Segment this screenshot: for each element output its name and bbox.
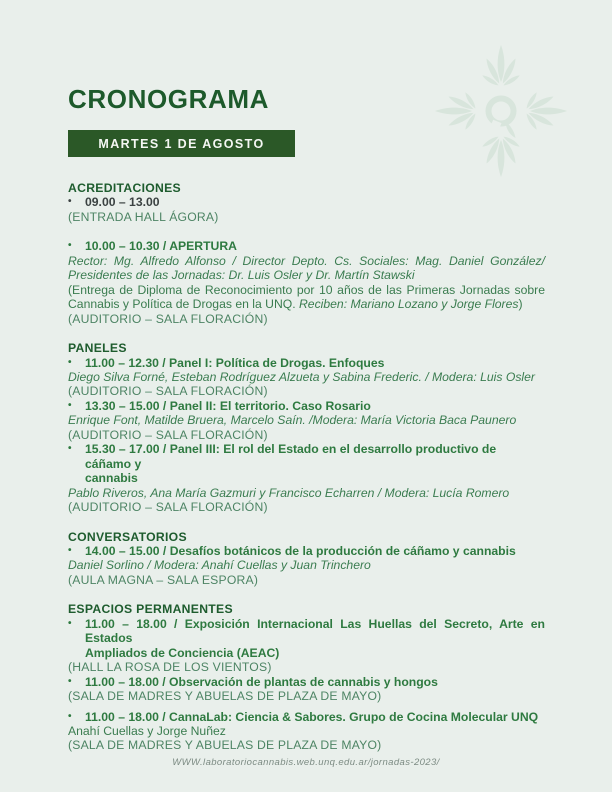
cannabis-leaf-emblem-icon — [434, 44, 568, 178]
bullet-icon: • — [68, 356, 72, 368]
note-line: (Entrega de Diploma de Reconocimiento por 10 años de las Primeras Jornadas sobre — [68, 282, 545, 297]
speakers-line: Enrique Font, Matilde Bruera, Marcelo Saín. /Modera: María Victoria Baca Paunero — [68, 413, 517, 428]
event-time-title: 11.00 – 18.00 / Observación de plantas de cannabis y hongos — [85, 674, 438, 689]
event-time-title: 14.00 – 15.00 / Desafíos botánicos de la producción de cáñamo y cannabis — [85, 543, 516, 558]
venue: (HALL LA ROSA DE LOS VIENTOS) — [68, 660, 272, 675]
event-time-title: 11.00 – 18.00 / Exposición Internacional Las Huellas del Secreto, Arte en Estados Ampliados de Conciencia (AEAC) — [85, 616, 545, 660]
speakers-line: Anahí Cuellas y Jorge Nuñez — [68, 723, 226, 738]
event-time-title: 13.30 – 15.00 / Panel II: El territorio. Caso Rosario — [85, 398, 371, 413]
event-time-line — [68, 675, 545, 689]
event-time-line — [68, 195, 545, 209]
event-time-line — [68, 399, 545, 413]
footer-url[interactable]: WWW.laboratoriocannabis.web.unq.edu.ar/jornadas-2023/ — [172, 757, 440, 768]
date-banner — [68, 130, 295, 157]
event-time: 09.00 – 13.00 — [85, 195, 160, 210]
venue: (AUDITORIO – SALA FLORACIÓN) — [68, 311, 268, 326]
note-line: Cannabis y Política de Drogas en la UNQ. Reciben: Mariano Lozano y Jorge Flores) — [68, 297, 523, 312]
bullet-icon: • — [68, 196, 72, 208]
event-time-title: 15.30 – 17.00 / Panel III: El rol del Estado en el desarrollo productivo de cáñamo y cannabis — [85, 442, 497, 486]
section-heading: CONVERSATORIOS — [68, 529, 187, 544]
bullet-icon: • — [68, 710, 72, 722]
section-heading: PANELES — [68, 341, 127, 356]
event-time-title: 11.00 – 18.00 / CannaLab: Ciencia & Sabores. Grupo de Cocina Molecular UNQ — [85, 709, 539, 724]
section-paneles — [68, 341, 545, 514]
venue: (SALA DE MADRES Y ABUELAS DE PLAZA DE MAYO) — [68, 689, 382, 704]
speakers-line: Presidentes de las Jornadas: Dr. Luis Osler y Dr. Martín Stawski — [68, 268, 415, 283]
section-heading: ESPACIOS PERMANENTES — [68, 602, 233, 617]
bullet-icon: • — [68, 617, 72, 629]
section-conversatorios — [68, 530, 545, 588]
schedule-content — [68, 181, 545, 753]
event-time-title: 11.00 – 12.30 / Panel I: Política de Drogas. Enfoques — [85, 355, 385, 370]
event-time-line — [68, 356, 545, 370]
venue: (SALA DE MADRES Y ABUELAS DE PLAZA DE MAYO) — [68, 738, 382, 753]
event-time-line — [68, 442, 545, 485]
event-time-line — [68, 239, 545, 253]
event-time-line — [68, 617, 545, 660]
event-time-title: 10.00 – 10.30 / APERTURA — [85, 239, 237, 254]
bullet-icon: • — [68, 240, 72, 252]
venue: (AUDITORIO – SALA FLORACIÓN) — [68, 500, 268, 515]
date-banner-label: MARTES 1 DE AGOSTO — [98, 136, 265, 151]
bullet-icon: • — [68, 675, 72, 687]
event-time-line — [68, 710, 545, 724]
section-acreditaciones — [68, 181, 545, 224]
venue: (AUDITORIO – SALA FLORACIÓN) — [68, 384, 268, 399]
event-time-line — [68, 544, 545, 558]
speakers-line: Daniel Sorlino / Modera: Anahí Cuellas y Juan Trinchero — [68, 558, 371, 573]
section-espacios-permanentes — [68, 602, 545, 753]
section-apertura — [68, 239, 545, 326]
venue: (ENTRADA HALL ÁGORA) — [68, 209, 219, 224]
speakers-line: Pablo Riveros, Ana María Gazmuri y Francisco Echarren / Modera: Lucía Romero — [68, 485, 510, 500]
venue: (AUDITORIO – SALA FLORACIÓN) — [68, 427, 268, 442]
page-title: CRONOGRAMA — [68, 84, 269, 114]
speakers-line: Rector: Mg. Alfredo Alfonso / Director Depto. Cs. Sociales: Mag. Daniel González/ — [68, 253, 545, 268]
venue: (AULA MAGNA – SALA ESPORA) — [68, 572, 259, 587]
section-heading: ACREDITACIONES — [68, 181, 181, 195]
speakers-line: Diego Silva Forné, Esteban Rodríguez Alzueta y Sabina Frederic. / Modera: Luis Osler — [68, 369, 535, 384]
bullet-icon: • — [68, 443, 72, 455]
bullet-icon: • — [68, 399, 72, 411]
bullet-icon: • — [68, 544, 72, 556]
